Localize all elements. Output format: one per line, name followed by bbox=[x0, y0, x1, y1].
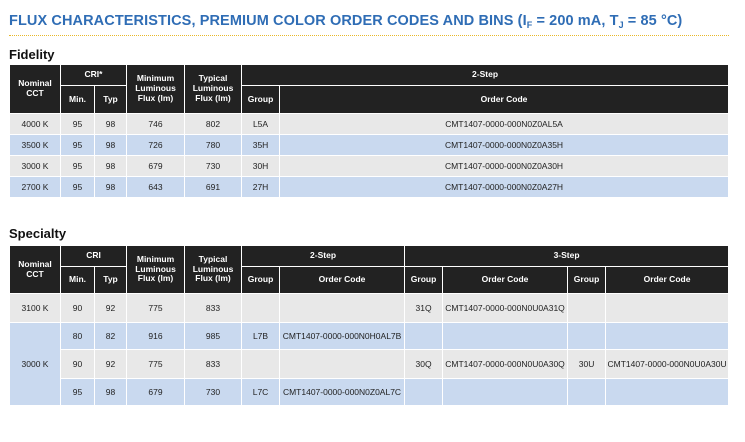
group-3step-b-cell bbox=[568, 294, 606, 323]
cri-typ-cell: 98 bbox=[95, 156, 127, 177]
order-code-3step-cell: CMT1407-0000-000N0U0A31Q bbox=[443, 294, 568, 323]
cri-min-cell: 95 bbox=[61, 379, 95, 406]
cct-cell: 3500 K bbox=[10, 135, 61, 156]
order-code-2step-cell bbox=[280, 350, 405, 379]
cri-min-cell: 80 bbox=[61, 323, 95, 350]
cri-min-cell: 95 bbox=[61, 156, 95, 177]
group-3step-cell: 30Q bbox=[405, 350, 443, 379]
min-flux-cell: 679 bbox=[127, 156, 185, 177]
nominal-cct-header: Nominal CCT bbox=[10, 246, 61, 294]
table-row bbox=[10, 379, 729, 406]
order-code-3step-b-cell: CMT1407-0000-000N0U0A30U bbox=[606, 350, 729, 379]
group-header: Group bbox=[242, 86, 280, 114]
cri-typ-cell: 98 bbox=[95, 135, 127, 156]
min-flux-header: Minimum Luminous Flux (lm) bbox=[127, 246, 185, 294]
group-header: Group bbox=[568, 267, 606, 294]
order-code-2step-cell bbox=[280, 294, 405, 323]
two-step-header: 2-Step bbox=[242, 246, 405, 267]
group-3step-b-cell bbox=[568, 379, 606, 406]
cri-typ-cell: 98 bbox=[95, 177, 127, 198]
order-code-3step-cell: CMT1407-0000-000N0U0A30Q bbox=[443, 350, 568, 379]
order-code-3step-b-cell bbox=[606, 294, 729, 323]
cri-min-cell: 95 bbox=[61, 114, 95, 135]
table-row bbox=[10, 156, 729, 177]
order-code-header: Order Code bbox=[280, 86, 729, 114]
cct-cell: 2700 K bbox=[10, 177, 61, 198]
cri-min-cell: 90 bbox=[61, 294, 95, 323]
order-code-cell: CMT1407-0000-000N0Z0A30H bbox=[280, 156, 729, 177]
specialty-heading: Specialty bbox=[9, 226, 67, 241]
group-3step-cell: 31Q bbox=[405, 294, 443, 323]
typ-flux-cell: 730 bbox=[185, 156, 242, 177]
order-code-header: Order Code bbox=[280, 267, 405, 294]
order-code-2step-cell: CMT1407-0000-000N0H0AL7B bbox=[280, 323, 405, 350]
min-flux-cell: 916 bbox=[127, 323, 185, 350]
table-row bbox=[10, 114, 729, 135]
group-header: Group bbox=[405, 267, 443, 294]
min-flux-cell: 775 bbox=[127, 350, 185, 379]
group-cell: L5A bbox=[242, 114, 280, 135]
group-3step-cell bbox=[405, 379, 443, 406]
group-2step-cell bbox=[242, 350, 280, 379]
group-2step-cell: L7C bbox=[242, 379, 280, 406]
group-cell: 35H bbox=[242, 135, 280, 156]
group-2step-cell: L7B bbox=[242, 323, 280, 350]
cri-typ-cell: 92 bbox=[95, 350, 127, 379]
min-flux-header: Minimum Luminous Flux (lm) bbox=[127, 65, 185, 114]
group-2step-cell bbox=[242, 294, 280, 323]
fidelity-heading: Fidelity bbox=[9, 47, 55, 62]
group-cell: 30H bbox=[242, 156, 280, 177]
cct-cell: 3100 K bbox=[10, 294, 61, 323]
table-row bbox=[10, 350, 729, 379]
min-flux-cell: 643 bbox=[127, 177, 185, 198]
typ-flux-cell: 802 bbox=[185, 114, 242, 135]
cri-min-header: Min. bbox=[61, 267, 95, 294]
order-code-header: Order Code bbox=[443, 267, 568, 294]
table-row bbox=[10, 135, 729, 156]
typ-flux-cell: 985 bbox=[185, 323, 242, 350]
cct-cell: 3000 K bbox=[10, 323, 61, 406]
cri-header: CRI* bbox=[61, 65, 127, 86]
typ-flux-cell: 780 bbox=[185, 135, 242, 156]
cri-typ-cell: 82 bbox=[95, 323, 127, 350]
order-code-cell: CMT1407-0000-000N0Z0A27H bbox=[280, 177, 729, 198]
typ-flux-cell: 833 bbox=[185, 350, 242, 379]
typ-flux-cell: 691 bbox=[185, 177, 242, 198]
group-3step-b-cell: 30U bbox=[568, 350, 606, 379]
cri-min-cell: 95 bbox=[61, 135, 95, 156]
group-header: Group bbox=[242, 267, 280, 294]
cri-header: CRI bbox=[61, 246, 127, 267]
order-code-3step-b-cell bbox=[606, 379, 729, 406]
order-code-header: Order Code bbox=[606, 267, 729, 294]
typ-flux-cell: 833 bbox=[185, 294, 242, 323]
cri-typ-cell: 98 bbox=[95, 379, 127, 406]
title-divider bbox=[9, 35, 729, 36]
typ-flux-cell: 730 bbox=[185, 379, 242, 406]
typ-flux-header: Typical Luminous Flux (lm) bbox=[185, 246, 242, 294]
cct-cell: 3000 K bbox=[10, 156, 61, 177]
order-code-cell: CMT1407-0000-000N0Z0AL5A bbox=[280, 114, 729, 135]
order-code-cell: CMT1407-0000-000N0Z0A35H bbox=[280, 135, 729, 156]
three-step-header: 3-Step bbox=[405, 246, 729, 267]
cri-min-header: Min. bbox=[61, 86, 95, 114]
cri-typ-header: Typ bbox=[95, 86, 127, 114]
table-row bbox=[10, 323, 729, 350]
page-title: FLUX CHARACTERISTICS, PREMIUM COLOR ORDER CODES AND BINS ($I_F = 200$ mA, $T_J = 85$ °C) bbox=[9, 13, 683, 30]
min-flux-cell: 726 bbox=[127, 135, 185, 156]
cri-min-cell: 95 bbox=[61, 177, 95, 198]
order-code-3step-b-cell bbox=[606, 323, 729, 350]
two-step-header: 2-Step bbox=[242, 65, 729, 86]
cri-typ-cell: 98 bbox=[95, 114, 127, 135]
order-code-2step-cell: CMT1407-0000-000N0Z0AL7C bbox=[280, 379, 405, 406]
min-flux-cell: 746 bbox=[127, 114, 185, 135]
group-3step-cell bbox=[405, 323, 443, 350]
specialty-table bbox=[9, 245, 729, 406]
fidelity-table bbox=[9, 64, 729, 198]
order-code-3step-cell bbox=[443, 323, 568, 350]
nominal-cct-header: Nominal CCT bbox=[10, 65, 61, 114]
typ-flux-header: Typical Luminous Flux (lm) bbox=[185, 65, 242, 114]
cri-min-cell: 90 bbox=[61, 350, 95, 379]
cri-typ-cell: 92 bbox=[95, 294, 127, 323]
table-row bbox=[10, 177, 729, 198]
min-flux-cell: 775 bbox=[127, 294, 185, 323]
group-cell: 27H bbox=[242, 177, 280, 198]
group-3step-b-cell bbox=[568, 323, 606, 350]
order-code-3step-cell bbox=[443, 379, 568, 406]
cri-typ-header: Typ bbox=[95, 267, 127, 294]
cct-cell: 4000 K bbox=[10, 114, 61, 135]
table-row bbox=[10, 294, 729, 323]
min-flux-cell: 679 bbox=[127, 379, 185, 406]
